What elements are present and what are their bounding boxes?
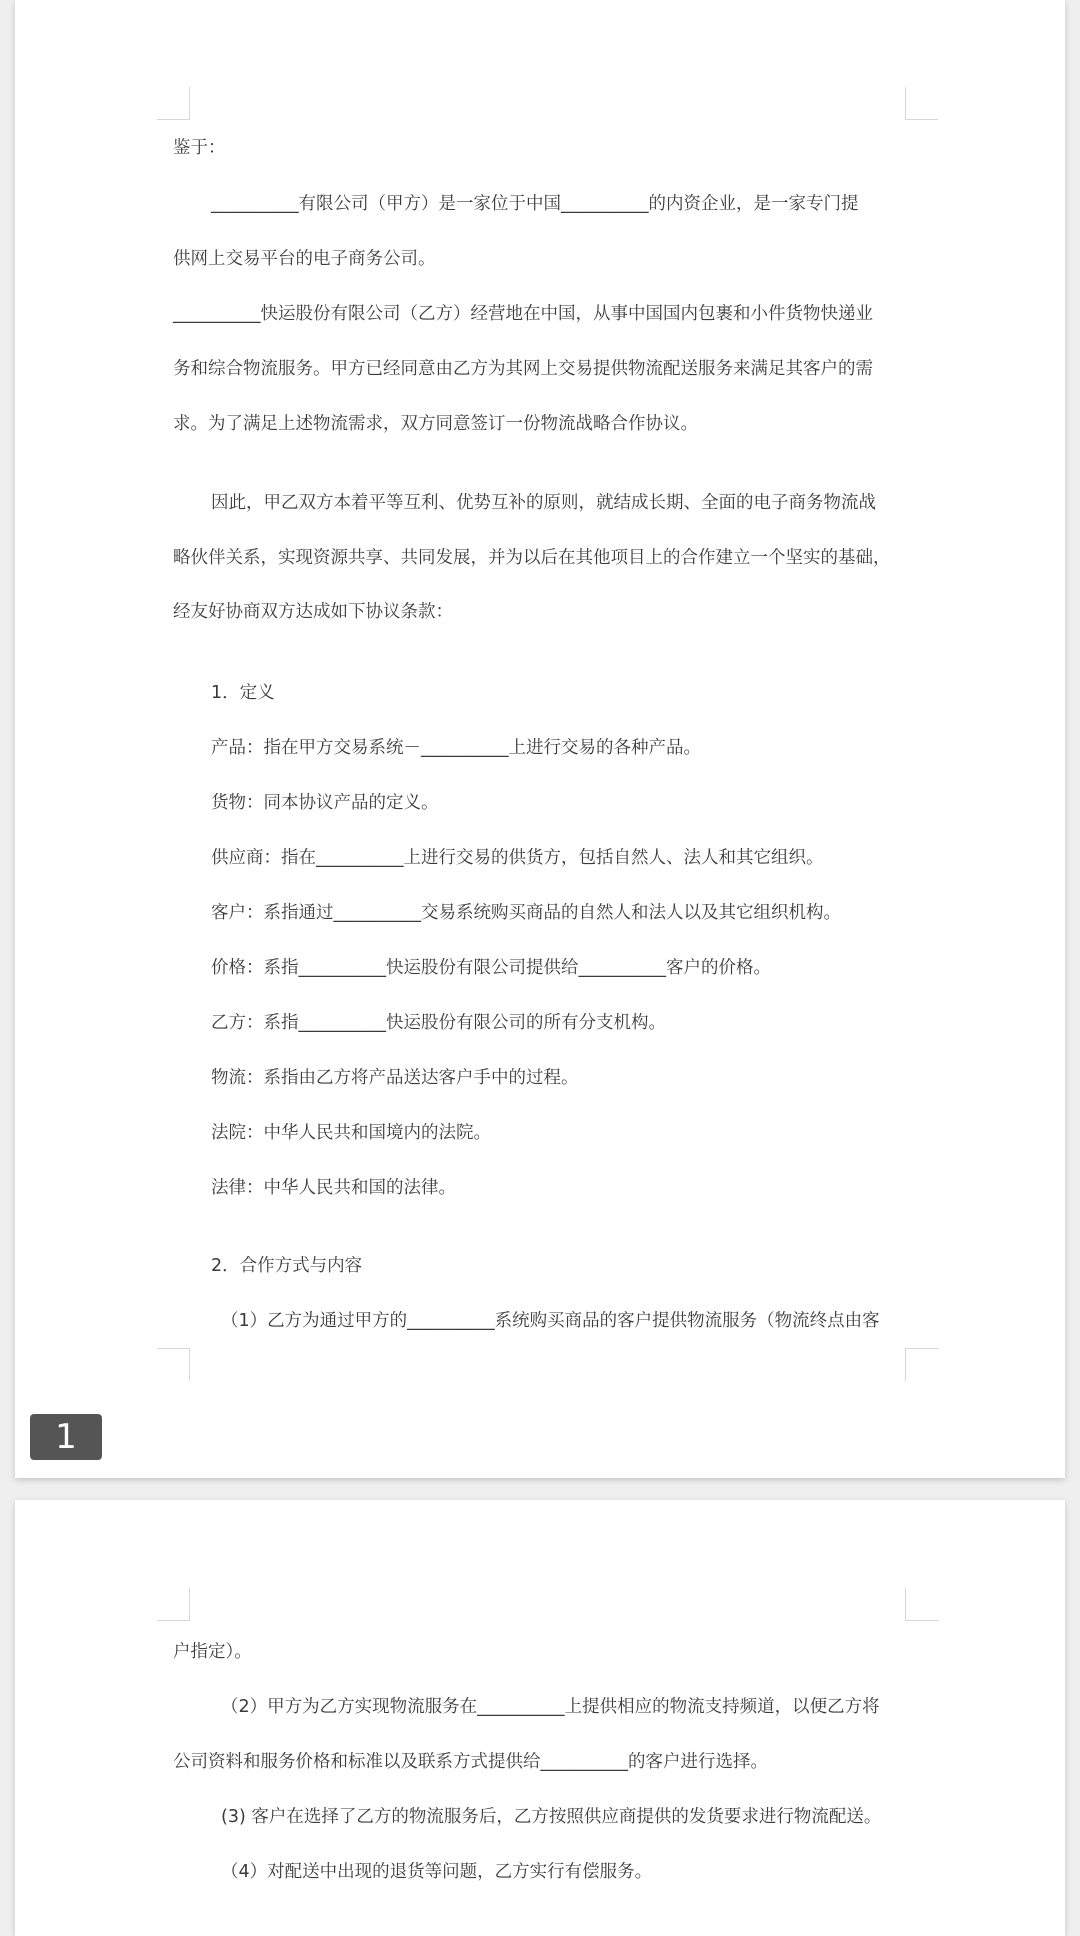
definition-line: 产品：指在甲方交易系统－__________上进行交易的各种产品。: [211, 738, 701, 758]
definition-line: 物流：系指由乙方将产品送达客户手中的过程。: [211, 1068, 579, 1088]
paragraph-line: 经友好协商双方达成如下协议条款：: [173, 602, 453, 622]
document-page-1: [15, 0, 1065, 1478]
margin-corner-top-left: [157, 87, 190, 120]
definition-line: 法院：中华人民共和国境内的法院。: [211, 1123, 491, 1143]
definition-line: 供应商：指在__________上进行交易的供货方，包括自然人、法人和其它组织。: [211, 848, 824, 868]
paragraph-line: 公司资料和服务价格和标准以及联系方式提供给__________的客户进行选择。: [173, 1752, 768, 1772]
definition-line: 货物：同本协议产品的定义。: [211, 793, 439, 813]
definition-line: 客户：系指通过__________交易系统购买商品的自然人和法人以及其它组织机构。: [211, 903, 841, 923]
margin-corner-top-right: [905, 1588, 938, 1621]
paragraph-line: __________有限公司（甲方）是一家位于中国__________的内资企业，是一家专门提: [211, 194, 859, 214]
section-heading: 1．定义: [211, 683, 275, 703]
paragraph-line: 务和综合物流服务。甲方已经同意由乙方为其网上交易提供物流配送服务来满足其客户的需: [173, 359, 873, 379]
paragraph-line: (3) 客户在选择了乙方的物流服务后，乙方按照供应商提供的发货要求进行物流配送。: [221, 1807, 882, 1827]
paragraph-line: 求。为了满足上述物流需求，双方同意签订一份物流战略合作协议。: [173, 414, 698, 434]
paragraph-line: 鉴于：: [173, 138, 226, 158]
paragraph-line: （2）甲方为乙方实现物流服务在__________上提供相应的物流支持频道，以便乙方将: [221, 1697, 880, 1717]
paragraph-line: 供网上交易平台的电子商务公司。: [173, 249, 436, 269]
page-number-badge: 1: [30, 1414, 102, 1460]
definition-line: 价格：系指__________快运股份有限公司提供给__________客户的价格。: [211, 958, 771, 978]
margin-corner-top-right: [905, 87, 938, 120]
definition-line: 法律：中华人民共和国的法律。: [211, 1178, 456, 1198]
margin-corner-bottom-right: [905, 1348, 938, 1381]
paragraph-line: （1）乙方为通过甲方的__________系统购买商品的客户提供物流服务（物流终点由客: [221, 1311, 880, 1331]
document-page-2: [15, 1500, 1065, 1936]
margin-corner-bottom-left: [157, 1348, 190, 1381]
margin-corner-top-left: [157, 1588, 190, 1621]
section-heading: 2．合作方式与内容: [211, 1256, 363, 1276]
paragraph-line: 因此，甲乙双方本着平等互利、优势互补的原则，就结成长期、全面的电子商务物流战: [211, 493, 876, 513]
paragraph-line: __________快运股份有限公司（乙方）经营地在中国，从事中国国内包裹和小件货物快递业: [173, 304, 873, 324]
paragraph-line: 户指定）。: [173, 1642, 252, 1662]
definition-line: 乙方：系指__________快运股份有限公司的所有分支机构。: [211, 1013, 666, 1033]
paragraph-line: （4）对配送中出现的退货等问题，乙方实行有偿服务。: [221, 1862, 653, 1882]
paragraph-line: 略伙伴关系，实现资源共享、共同发展，并为以后在其他项目上的合作建立一个坚实的基础，: [173, 548, 891, 568]
